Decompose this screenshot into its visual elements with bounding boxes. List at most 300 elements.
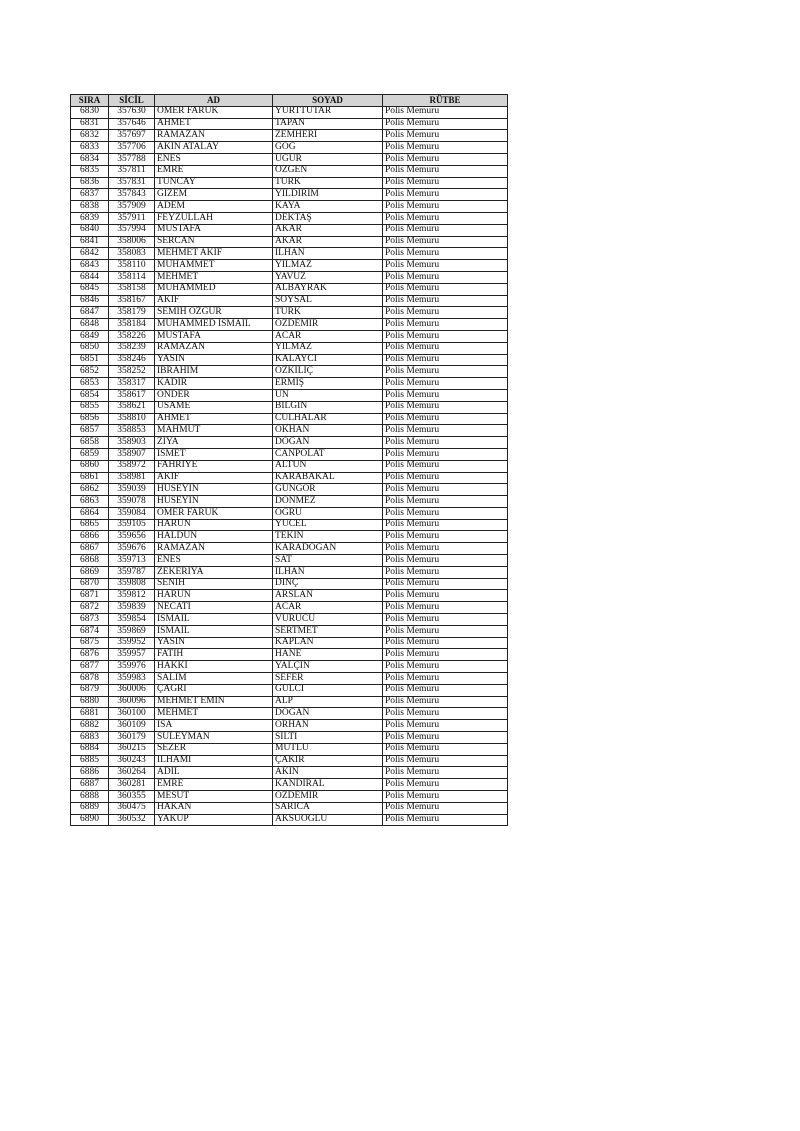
cell-rutbe: Polis Memuru: [383, 248, 508, 260]
table-row: [71, 496, 508, 508]
cell-sira: 6889: [71, 802, 109, 814]
personnel-table: [70, 94, 508, 826]
cell-sira: 6844: [71, 271, 109, 283]
cell-sira: 6888: [71, 791, 109, 803]
table-row: [71, 507, 508, 519]
cell-ad: HAKKI: [155, 661, 273, 673]
table-row: [71, 814, 508, 826]
cell-sicil: 358226: [109, 330, 155, 342]
cell-soyad: KANDIRAL: [273, 779, 383, 791]
cell-sicil: 358184: [109, 319, 155, 331]
cell-sicil: 358239: [109, 342, 155, 354]
cell-sira: 6841: [71, 236, 109, 248]
cell-soyad: AKIN: [273, 767, 383, 779]
cell-soyad: ÖZKILIÇ: [273, 366, 383, 378]
table-row: [71, 484, 508, 496]
cell-sira: 6885: [71, 755, 109, 767]
cell-sira: 6880: [71, 696, 109, 708]
table-row: [71, 767, 508, 779]
cell-soyad: KARABAKAL: [273, 472, 383, 484]
cell-sira: 6852: [71, 366, 109, 378]
cell-sicil: 359976: [109, 661, 155, 673]
cell-rutbe: Polis Memuru: [383, 378, 508, 390]
cell-soyad: BİLGİN: [273, 401, 383, 413]
cell-rutbe: Polis Memuru: [383, 295, 508, 307]
cell-sira: 6837: [71, 189, 109, 201]
table-row: [71, 118, 508, 130]
cell-sicil: 359839: [109, 602, 155, 614]
cell-sira: 6851: [71, 354, 109, 366]
cell-soyad: KALAYCI: [273, 354, 383, 366]
cell-soyad: ALP: [273, 696, 383, 708]
cell-rutbe: Polis Memuru: [383, 177, 508, 189]
cell-sira: 6860: [71, 460, 109, 472]
table-row: [71, 708, 508, 720]
cell-sicil: 358246: [109, 354, 155, 366]
cell-soyad: SEFER: [273, 673, 383, 685]
cell-ad: İBRAHİM: [155, 366, 273, 378]
table-row: [71, 649, 508, 661]
table-row: [71, 684, 508, 696]
cell-ad: HARUN: [155, 519, 273, 531]
cell-rutbe: Polis Memuru: [383, 366, 508, 378]
cell-rutbe: Polis Memuru: [383, 189, 508, 201]
cell-soyad: GÜLCİ: [273, 684, 383, 696]
cell-sira: 6843: [71, 260, 109, 272]
cell-sira: 6842: [71, 248, 109, 260]
cell-rutbe: Polis Memuru: [383, 460, 508, 472]
cell-soyad: SARICA: [273, 802, 383, 814]
cell-soyad: SILTI: [273, 732, 383, 744]
cell-ad: MEHMET EMİN: [155, 696, 273, 708]
cell-rutbe: Polis Memuru: [383, 236, 508, 248]
table-row: [71, 472, 508, 484]
cell-ad: ÖMER FARUK: [155, 106, 273, 118]
cell-sira: 6874: [71, 625, 109, 637]
cell-sira: 6867: [71, 543, 109, 555]
cell-sira: 6854: [71, 389, 109, 401]
cell-sira: 6853: [71, 378, 109, 390]
cell-ad: ENES: [155, 153, 273, 165]
cell-sicil: 357843: [109, 189, 155, 201]
table-row: [71, 566, 508, 578]
cell-sicil: 358252: [109, 366, 155, 378]
cell-rutbe: Polis Memuru: [383, 413, 508, 425]
cell-soyad: SAT: [273, 555, 383, 567]
table-row: [71, 295, 508, 307]
cell-soyad: KAYA: [273, 201, 383, 213]
cell-sicil: 357697: [109, 130, 155, 142]
cell-rutbe: Polis Memuru: [383, 614, 508, 626]
cell-ad: MEHMET: [155, 708, 273, 720]
cell-ad: RAMAZAN: [155, 543, 273, 555]
cell-sira: 6862: [71, 484, 109, 496]
cell-rutbe: Polis Memuru: [383, 673, 508, 685]
cell-sira: 6876: [71, 649, 109, 661]
cell-ad: MUSTAFA: [155, 224, 273, 236]
cell-soyad: SERTMET: [273, 625, 383, 637]
table-row: [71, 791, 508, 803]
table-row: [71, 590, 508, 602]
cell-sira: 6871: [71, 590, 109, 602]
table-row: [71, 720, 508, 732]
cell-ad: ÇAĞRI: [155, 684, 273, 696]
cell-sicil: 358903: [109, 437, 155, 449]
cell-sira: 6864: [71, 507, 109, 519]
cell-sicil: 360355: [109, 791, 155, 803]
cell-soyad: GÜNGÖR: [273, 484, 383, 496]
cell-rutbe: Polis Memuru: [383, 649, 508, 661]
cell-sicil: 358006: [109, 236, 155, 248]
cell-ad: YAKUP: [155, 814, 273, 826]
cell-sira: 6858: [71, 437, 109, 449]
table-row: [71, 177, 508, 189]
cell-rutbe: Polis Memuru: [383, 684, 508, 696]
cell-rutbe: Polis Memuru: [383, 448, 508, 460]
cell-ad: AHMET: [155, 118, 273, 130]
cell-rutbe: Polis Memuru: [383, 802, 508, 814]
table-row: [71, 779, 508, 791]
cell-sicil: 357811: [109, 165, 155, 177]
cell-rutbe: Polis Memuru: [383, 130, 508, 142]
header-rutbe: RÜTBE: [383, 95, 508, 107]
cell-sira: 6846: [71, 295, 109, 307]
cell-rutbe: Polis Memuru: [383, 307, 508, 319]
cell-soyad: ARSLAN: [273, 590, 383, 602]
table-row: [71, 130, 508, 142]
table-row: [71, 330, 508, 342]
cell-sira: 6838: [71, 201, 109, 213]
table-row: [71, 732, 508, 744]
cell-ad: İSMAİL: [155, 614, 273, 626]
cell-ad: MUHAMMED: [155, 283, 273, 295]
table-row: [71, 260, 508, 272]
cell-sira: 6879: [71, 684, 109, 696]
cell-rutbe: Polis Memuru: [383, 106, 508, 118]
cell-rutbe: Polis Memuru: [383, 578, 508, 590]
cell-ad: ZİYA: [155, 437, 273, 449]
cell-soyad: DEKTAŞ: [273, 212, 383, 224]
cell-sira: 6845: [71, 283, 109, 295]
cell-sicil: 359787: [109, 566, 155, 578]
cell-sira: 6869: [71, 566, 109, 578]
cell-sira: 6839: [71, 212, 109, 224]
cell-ad: SERCAN: [155, 236, 273, 248]
cell-sira: 6847: [71, 307, 109, 319]
cell-sicil: 359105: [109, 519, 155, 531]
table-row: [71, 378, 508, 390]
cell-soyad: ACAR: [273, 330, 383, 342]
table-row: [71, 696, 508, 708]
cell-sicil: 359084: [109, 507, 155, 519]
cell-ad: SÜLEYMAN: [155, 732, 273, 744]
cell-sira: 6833: [71, 142, 109, 154]
cell-rutbe: Polis Memuru: [383, 401, 508, 413]
cell-sicil: 358167: [109, 295, 155, 307]
cell-ad: SALİM: [155, 673, 273, 685]
cell-sira: 6866: [71, 531, 109, 543]
table-row: [71, 342, 508, 354]
cell-soyad: TÜRK: [273, 177, 383, 189]
cell-ad: YASİN: [155, 637, 273, 649]
cell-soyad: CANPOLAT: [273, 448, 383, 460]
cell-sira: 6850: [71, 342, 109, 354]
cell-soyad: TÜRK: [273, 307, 383, 319]
cell-sicil: 360243: [109, 755, 155, 767]
cell-soyad: ERMİŞ: [273, 378, 383, 390]
cell-rutbe: Polis Memuru: [383, 425, 508, 437]
cell-soyad: VURUCU: [273, 614, 383, 626]
cell-sira: 6870: [71, 578, 109, 590]
cell-sira: 6834: [71, 153, 109, 165]
cell-ad: NECATİ: [155, 602, 273, 614]
cell-rutbe: Polis Memuru: [383, 260, 508, 272]
cell-soyad: ALTUN: [273, 460, 383, 472]
header-sicil: SİCİL: [109, 95, 155, 107]
cell-ad: EMRE: [155, 165, 273, 177]
cell-sicil: 357911: [109, 212, 155, 224]
cell-sicil: 357831: [109, 177, 155, 189]
cell-sira: 6848: [71, 319, 109, 331]
cell-sira: 6882: [71, 720, 109, 732]
cell-sicil: 359812: [109, 590, 155, 602]
cell-sira: 6855: [71, 401, 109, 413]
cell-ad: MUSTAFA: [155, 330, 273, 342]
cell-ad: ZEKERİYA: [155, 566, 273, 578]
cell-ad: HAKAN: [155, 802, 273, 814]
cell-sicil: 359952: [109, 637, 155, 649]
cell-ad: ADEM: [155, 201, 273, 213]
cell-soyad: HANE: [273, 649, 383, 661]
cell-ad: SEMİH ÖZGÜR: [155, 307, 273, 319]
header-sira: SIRA: [71, 95, 109, 107]
cell-rutbe: Polis Memuru: [383, 283, 508, 295]
cell-sicil: 357630: [109, 106, 155, 118]
table-row: [71, 224, 508, 236]
cell-sicil: 358981: [109, 472, 155, 484]
cell-sicil: 360179: [109, 732, 155, 744]
cell-sira: 6857: [71, 425, 109, 437]
cell-sicil: 357646: [109, 118, 155, 130]
cell-sira: 6863: [71, 496, 109, 508]
cell-soyad: KARADOĞAN: [273, 543, 383, 555]
cell-sicil: 359676: [109, 543, 155, 555]
cell-sira: 6873: [71, 614, 109, 626]
cell-sicil: 357994: [109, 224, 155, 236]
cell-rutbe: Polis Memuru: [383, 212, 508, 224]
cell-rutbe: Polis Memuru: [383, 696, 508, 708]
cell-soyad: İLHAN: [273, 248, 383, 260]
cell-sicil: 358114: [109, 271, 155, 283]
cell-sira: 6868: [71, 555, 109, 567]
table-header: [71, 95, 508, 107]
table-row: [71, 389, 508, 401]
cell-soyad: ÜN: [273, 389, 383, 401]
cell-sicil: 358907: [109, 448, 155, 460]
table-row: [71, 425, 508, 437]
cell-soyad: ÖZDEMİR: [273, 319, 383, 331]
table-row: [71, 189, 508, 201]
cell-soyad: YALÇIN: [273, 661, 383, 673]
table-row: [71, 106, 508, 118]
cell-ad: USAME: [155, 401, 273, 413]
cell-sicil: 358110: [109, 260, 155, 272]
cell-ad: ÖMER FARUK: [155, 507, 273, 519]
cell-sira: 6890: [71, 814, 109, 826]
cell-soyad: ZEMHERİ: [273, 130, 383, 142]
cell-ad: AKİF: [155, 295, 273, 307]
cell-sicil: 358179: [109, 307, 155, 319]
cell-rutbe: Polis Memuru: [383, 118, 508, 130]
cell-sira: 6878: [71, 673, 109, 685]
cell-sicil: 360096: [109, 696, 155, 708]
table-row: [71, 555, 508, 567]
table-row: [71, 578, 508, 590]
cell-sicil: 360100: [109, 708, 155, 720]
cell-sicil: 359039: [109, 484, 155, 496]
table-row: [71, 413, 508, 425]
table-row: [71, 401, 508, 413]
cell-sira: 6886: [71, 767, 109, 779]
cell-sicil: 359957: [109, 649, 155, 661]
cell-sicil: 359656: [109, 531, 155, 543]
cell-sira: 6877: [71, 661, 109, 673]
cell-rutbe: Polis Memuru: [383, 484, 508, 496]
cell-ad: RAMAZAN: [155, 130, 273, 142]
table-row: [71, 802, 508, 814]
cell-ad: AKİF: [155, 472, 273, 484]
cell-ad: HALDUN: [155, 531, 273, 543]
cell-sira: 6849: [71, 330, 109, 342]
cell-sicil: 358853: [109, 425, 155, 437]
table-row: [71, 236, 508, 248]
table-row: [71, 142, 508, 154]
cell-soyad: OKHAN: [273, 425, 383, 437]
cell-rutbe: Polis Memuru: [383, 519, 508, 531]
cell-soyad: TAPAN: [273, 118, 383, 130]
cell-rutbe: Polis Memuru: [383, 720, 508, 732]
cell-sicil: 357788: [109, 153, 155, 165]
cell-sira: 6881: [71, 708, 109, 720]
cell-sicil: 359808: [109, 578, 155, 590]
cell-soyad: YURTTUTAR: [273, 106, 383, 118]
cell-ad: İLHAMİ: [155, 755, 273, 767]
cell-sira: 6872: [71, 602, 109, 614]
table-row: [71, 307, 508, 319]
table-row: [71, 519, 508, 531]
cell-ad: İSA: [155, 720, 273, 732]
cell-ad: GİZEM: [155, 189, 273, 201]
table-row: [71, 543, 508, 555]
cell-rutbe: Polis Memuru: [383, 732, 508, 744]
cell-rutbe: Polis Memuru: [383, 767, 508, 779]
cell-ad: MAHMUT: [155, 425, 273, 437]
cell-soyad: ORHAN: [273, 720, 383, 732]
cell-sira: 6832: [71, 130, 109, 142]
cell-sicil: 357706: [109, 142, 155, 154]
cell-ad: RAMAZAN: [155, 342, 273, 354]
cell-sira: 6875: [71, 637, 109, 649]
cell-rutbe: Polis Memuru: [383, 496, 508, 508]
cell-soyad: ÖZGEN: [273, 165, 383, 177]
cell-sira: 6835: [71, 165, 109, 177]
cell-ad: AHMET: [155, 413, 273, 425]
cell-rutbe: Polis Memuru: [383, 625, 508, 637]
cell-rutbe: Polis Memuru: [383, 389, 508, 401]
cell-soyad: DOĞAN: [273, 708, 383, 720]
cell-sicil: 358317: [109, 378, 155, 390]
cell-sicil: 358810: [109, 413, 155, 425]
cell-ad: ADİL: [155, 767, 273, 779]
cell-sicil: 360109: [109, 720, 155, 732]
table-row: [71, 531, 508, 543]
cell-soyad: AKAR: [273, 224, 383, 236]
cell-sicil: 358617: [109, 389, 155, 401]
cell-soyad: YILMAZ: [273, 260, 383, 272]
cell-sicil: 358158: [109, 283, 155, 295]
cell-rutbe: Polis Memuru: [383, 153, 508, 165]
cell-rutbe: Polis Memuru: [383, 354, 508, 366]
cell-soyad: SOYSAL: [273, 295, 383, 307]
cell-sicil: 358083: [109, 248, 155, 260]
cell-sira: 6865: [71, 519, 109, 531]
table-row: [71, 625, 508, 637]
cell-soyad: DÖNMEZ: [273, 496, 383, 508]
cell-rutbe: Polis Memuru: [383, 543, 508, 555]
cell-rutbe: Polis Memuru: [383, 507, 508, 519]
cell-sira: 6861: [71, 472, 109, 484]
cell-rutbe: Polis Memuru: [383, 708, 508, 720]
cell-rutbe: Polis Memuru: [383, 472, 508, 484]
cell-soyad: DİNÇ: [273, 578, 383, 590]
cell-sicil: 359854: [109, 614, 155, 626]
cell-ad: MEHMET AKİF: [155, 248, 273, 260]
cell-soyad: AKSUOĞLU: [273, 814, 383, 826]
cell-sicil: 358972: [109, 460, 155, 472]
table-row: [71, 319, 508, 331]
cell-sicil: 360475: [109, 802, 155, 814]
cell-soyad: MUTLU: [273, 743, 383, 755]
cell-soyad: İLHAN: [273, 566, 383, 578]
cell-soyad: CULHALAR: [273, 413, 383, 425]
table-row: [71, 271, 508, 283]
cell-ad: FAHRİYE: [155, 460, 273, 472]
cell-soyad: ÖĞRÜ: [273, 507, 383, 519]
cell-rutbe: Polis Memuru: [383, 779, 508, 791]
cell-sicil: 359983: [109, 673, 155, 685]
cell-sicil: 360532: [109, 814, 155, 826]
table-row: [71, 460, 508, 472]
cell-sira: 6856: [71, 413, 109, 425]
cell-soyad: DOĞAN: [273, 437, 383, 449]
table-row: [71, 283, 508, 295]
table-row: [71, 437, 508, 449]
cell-soyad: GÖĞ: [273, 142, 383, 154]
header-soyad: SOYAD: [273, 95, 383, 107]
cell-sicil: 357909: [109, 201, 155, 213]
cell-ad: MEHMET: [155, 271, 273, 283]
cell-ad: TUNCAY: [155, 177, 273, 189]
table-body: [71, 106, 508, 826]
cell-soyad: YÜCEL: [273, 519, 383, 531]
cell-sicil: 359078: [109, 496, 155, 508]
cell-sira: 6831: [71, 118, 109, 130]
table-row: [71, 248, 508, 260]
cell-sira: 6859: [71, 448, 109, 460]
cell-rutbe: Polis Memuru: [383, 330, 508, 342]
cell-ad: HÜSEYİN: [155, 484, 273, 496]
cell-ad: İSMAİL: [155, 625, 273, 637]
